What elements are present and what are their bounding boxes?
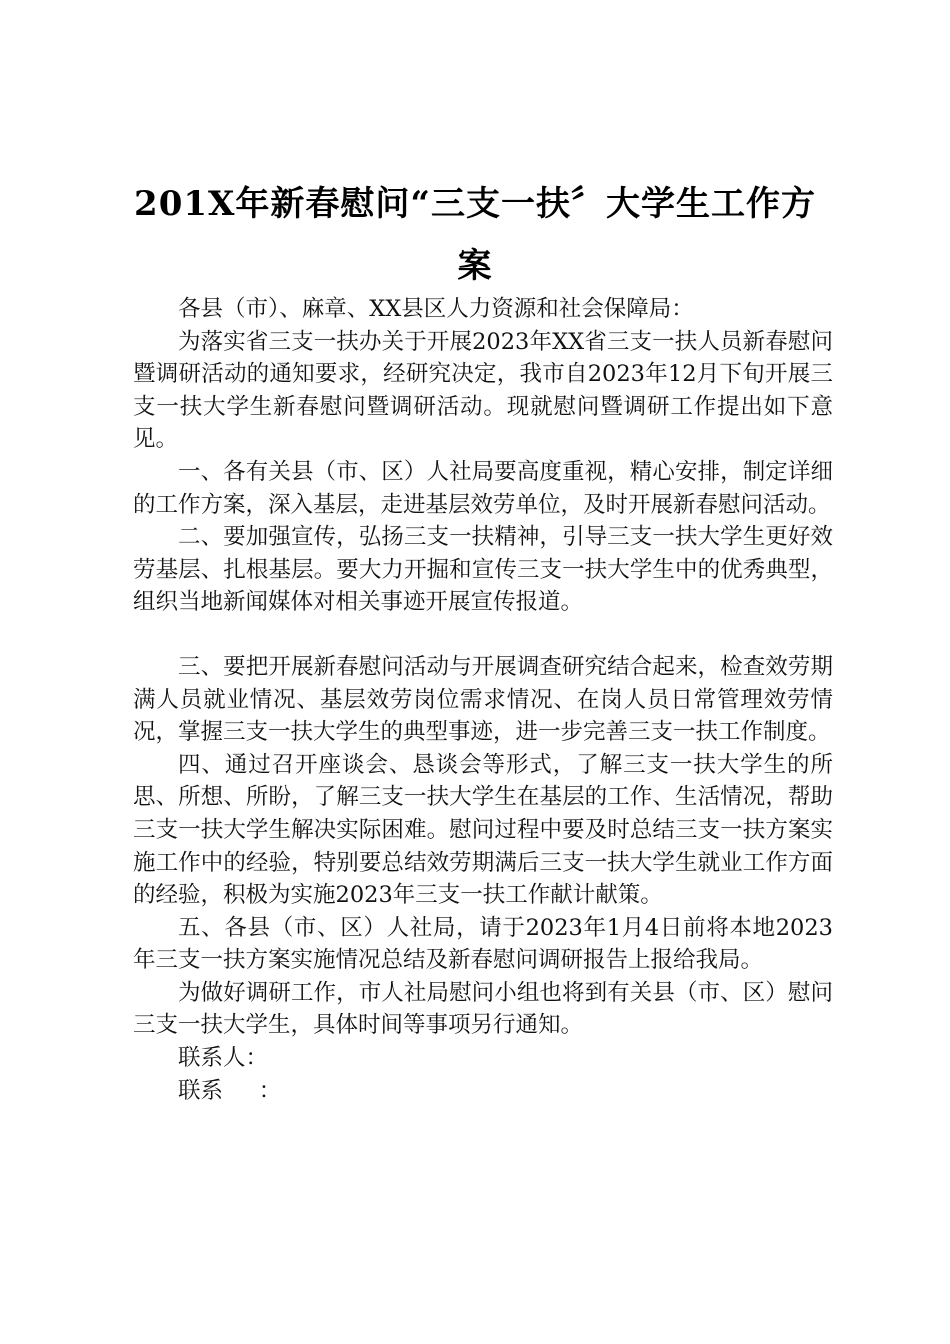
contact-person: 联系人： — [178, 1045, 269, 1072]
intro-paragraph: 为落实省三支一扶办关于开展2023年XX省三支一扶人员新春慰问暨调研活动的通知要求，经研究决定，我市自2023年12月下旬开展三支一扶大学生新春慰问暨调研活动。现就慰问暨调研工作提出如下意见。 — [133, 328, 833, 453]
item-2-paragraph: 二、要加强宣传，弘扬三支一扶精神，引导三支一扶大学生更好效劳基层、扎根基层。要大力开掘和宣传三支一扶大学生中的优秀典型，组织当地新闻媒体对相关事迹开展宣传报道。 — [133, 524, 833, 616]
document-body — [133, 293, 833, 1107]
paragraph-gap — [133, 619, 833, 651]
item-4-paragraph: 四、通过召开座谈会、恳谈会等形式，了解三支一扶大学生的所思、所想、所盼，了解三支一扶大学生在基层的工作、生活情况，帮助三支一扶大学生解决实际困难。慰问过程中要及时总结三支一扶方案实施工作中的经验，特别要总结效劳期满后三支一扶大学生就业工作方面的经验，积极为实施2023年三支一扶工作献计献策。 — [133, 751, 833, 909]
contact-phone — [133, 1075, 833, 1108]
salutation: 各县（市）、麻章、XX县区人力资源和社会保障局： — [178, 296, 694, 322]
item-3-paragraph: 三、要把开展新春慰问活动与开展调查研究结合起来，检查效劳期满人员就业情况、基层效劳岗位需求情况、在岗人员日常管理效劳情况，掌握三支一扶大学生的典型事迹，进一步完善三支一扶工作制度。 — [133, 653, 833, 746]
title-line-1: 201X年新春慰问“三支一扶〞大学生工作方 — [134, 184, 816, 224]
contact-phone-label: 联系 ： — [178, 1077, 282, 1104]
document-title — [120, 173, 830, 297]
title-line-2: 案 — [457, 246, 493, 286]
closing-paragraph: 为做好调研工作，市人社局慰问小组也将到有关县（市、区）慰问三支一扶大学生，具体时间等事项另行通知。 — [133, 979, 833, 1039]
item-5-paragraph: 五、各县（市、区）人社局，请于2023年1月4日前将本地2023年三支一扶方案实施情况总结及新春慰问调研报告上报给我局。 — [133, 914, 833, 974]
item-1-paragraph: 一、各有关县（市、区）人社局要高度重视，精心安排，制定详细的工作方案，深入基层，走进基层效劳单位，及时开展新春慰问活动。 — [133, 458, 833, 518]
